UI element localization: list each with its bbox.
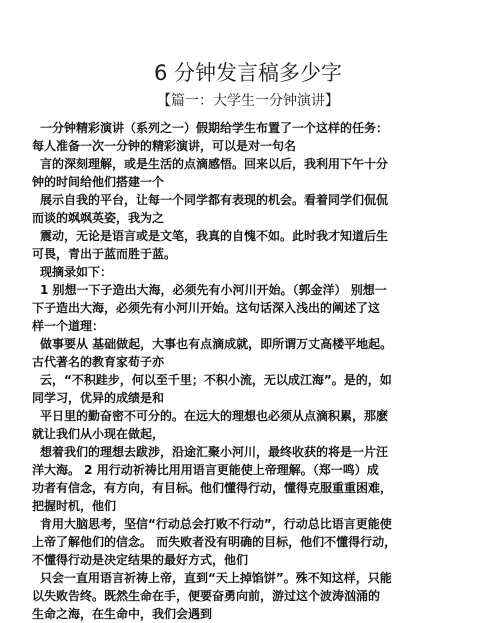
body-line: 不懂得行动是决定结果的最好方式，他们 — [32, 553, 249, 567]
body-line: 只会一直用语言祈祷上帝，直到“天上掉馅饼”。殊不知这样，只能 — [40, 571, 392, 585]
body-line: 震动，无论是语言或是文笔，我真的自愧不如。此时我才知道后生 — [40, 229, 389, 243]
body-line: 以失败告终。既然生命在手，便要奋勇向前，游过这个波涛汹涌的 — [32, 589, 381, 603]
body-line: 做事要从 基础做起，大事也有点滴成就，即所谓万丈高楼平地起。 — [40, 337, 393, 351]
body-line: 言的深刻理解，或是生活的点滴感悟。回来以后，我利用下午十分 — [40, 157, 389, 171]
body-line: 同学习，优异的成绩是和 — [32, 391, 165, 405]
page-title: 6 分钟发言稿多少字 — [153, 61, 343, 85]
body-line: 每人准备一次一分钟的精彩演讲，可以是对一句名 — [32, 139, 297, 153]
body-line: 下子造出大海，必须先有小河川开始。这句话深入浅出的阐述了这 — [32, 301, 381, 315]
body-line: 古代著名的教育家荀子亦 — [32, 355, 165, 369]
body-line: 钟的时间给他们搭建一个 — [32, 175, 165, 189]
body-line: 而谈的飒飒英姿，我为之 — [32, 211, 165, 225]
body-line: 展示自我的平台，让每一个同学都有表现的机会。看着同学们侃侃 — [40, 193, 389, 207]
body-line: 样一个道理： — [32, 319, 105, 333]
body-line: 平日里的勤奋密不可分的。在远大的理想也必须从点滴积累，那麽 — [40, 409, 389, 423]
body-line: 可畏，青出于蓝而胜于蓝。 — [32, 247, 177, 261]
body-line: 一分钟精彩演讲（系列之一）假期给学生布置了一个这样的任务： — [40, 121, 389, 135]
body-line: 把握时机，他们 — [32, 499, 117, 513]
body-line: 就让我们从小现在做起， — [32, 427, 165, 441]
body-line: 生命之海，在生命中，我们会遇到 — [32, 607, 213, 621]
body-line: 现摘录如下： — [40, 265, 113, 279]
body-line: 1 别想一下子造出大海，必须先有小河川开始。（郭金洋） 别想一 — [40, 283, 387, 297]
body-line: 云，“不积跬步，何以至千里；不积小流，无以成江海”。是的，如 — [40, 373, 392, 387]
body-line: 肯用大脑思考，坚信“行动总会打败不行动”，行动总比语言更能使 — [40, 517, 392, 531]
body-line: 上帝了解他们的信念。 而失败者没有明确的目标，他们不懂得行动， — [32, 535, 397, 549]
document-body — [32, 119, 474, 623]
body-line: 想着我们的理想去跋涉，沿途汇聚小河川，最终收获的将是一片汪 — [40, 445, 389, 459]
body-line: 洋大海。 2 用行动祈祷比用用语言更能使上帝理解。（郑一鸣）成 — [32, 463, 379, 477]
body-line: 功者有信念，有方向，有目标。他们懂得行动，懂得克服重重困难， — [32, 481, 393, 495]
section-heading: 【篇一：大学生一分钟演讲】 — [157, 93, 339, 109]
